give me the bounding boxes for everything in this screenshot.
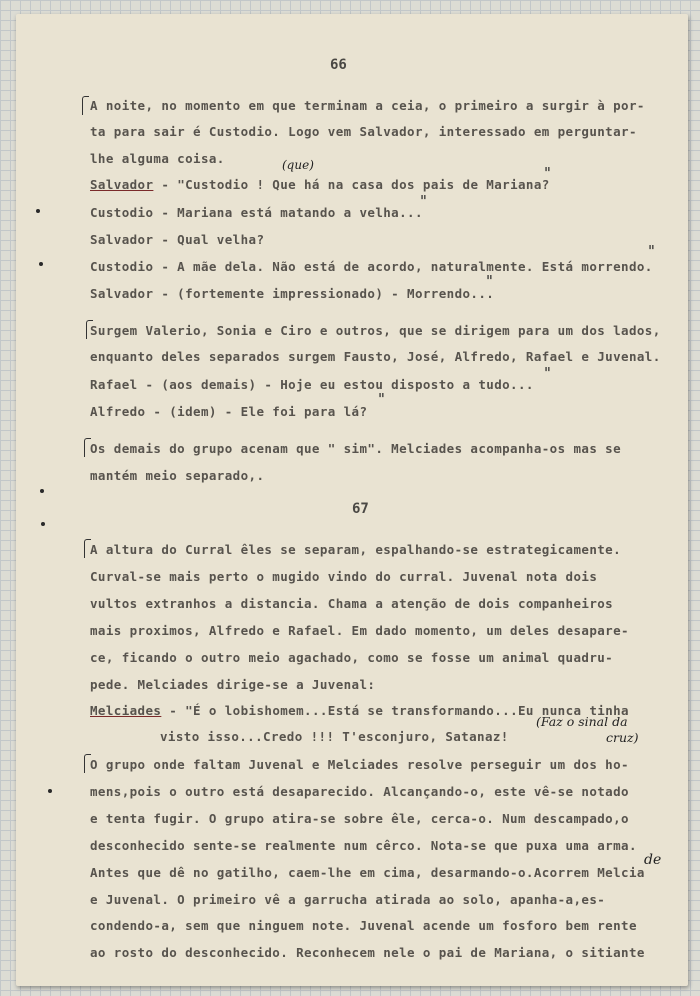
dialogue-line: Alfredo - (idem) - Ele foi para lá? bbox=[90, 404, 368, 419]
dialogue-line: visto isso...Credo !!! T'esconjuro, Satanaz! bbox=[160, 729, 509, 744]
text-line: ce, ficando o outro meio agachado, como se fosse um animal quadru- bbox=[90, 650, 614, 665]
text-line: desconhecido sente-se realmente num cêrco. Nota-se que puxa uma arma. bbox=[90, 838, 637, 853]
handwritten-quote: " bbox=[378, 390, 385, 408]
text-line: mens,pois o outro está desaparecido. Alcançando-o, este vê-se notado bbox=[90, 784, 629, 799]
text-line: Os demais do grupo acenam que " sim". Melciades acompanha-os mas se bbox=[90, 441, 622, 456]
handwritten-cross-note-2: cruz) bbox=[606, 730, 639, 745]
text-line: A altura do Curral êles se separam, espalhando-se estrategicamente. bbox=[90, 542, 622, 557]
handwritten-de-note: de bbox=[644, 852, 662, 868]
text-line: lhe alguma coisa. bbox=[90, 151, 225, 166]
speaker-salvador: Salvador bbox=[90, 177, 154, 192]
text-line: A noite, no momento em que terminam a ceia, o primeiro a surgir à por- bbox=[90, 98, 645, 113]
binder-hole bbox=[48, 789, 52, 793]
dialogue-line-salvador bbox=[90, 177, 550, 192]
text-line: e tenta fugir. O grupo atira-se sobre êle, cerca-o. Num descampado,o bbox=[90, 811, 629, 826]
speaker-melciades: Melciades bbox=[90, 703, 162, 718]
dialogue-line: Custodio - Mariana está matando a velha... bbox=[90, 205, 423, 220]
dialogue-line: Custodio - A mãe dela. Não está de acordo, naturalmente. Está morrendo. bbox=[90, 259, 653, 274]
handwritten-quote: " bbox=[486, 272, 493, 290]
text-line: Surgem Valerio, Sonia e Ciro e outros, que se dirigem para um dos lados, bbox=[90, 323, 661, 338]
text-line: enquanto deles separados surgem Fausto, José, Alfredo, Rafael e Juvenal. bbox=[90, 349, 661, 364]
text-line: Curval-se mais perto o mugido vindo do curral. Juvenal nota dois bbox=[90, 569, 598, 584]
text-line: e Juvenal. O primeiro vê a garrucha atirada ao solo, apanha-a,es- bbox=[90, 892, 606, 907]
text-line: ta para sair é Custodio. Logo vem Salvador, interessado em perguntar- bbox=[90, 124, 637, 139]
binder-hole bbox=[40, 489, 44, 493]
melciades-speech: - "É o lobishomem...Está se transformando...Eu nunca tinha bbox=[169, 703, 629, 718]
typewritten-page bbox=[16, 14, 688, 986]
text-line: vultos extranhos a distancia. Chama a atenção de dois companheiros bbox=[90, 596, 614, 611]
binder-hole bbox=[41, 522, 45, 526]
text-line: pede. Melciades dirige-se a Juvenal: bbox=[90, 677, 376, 692]
handwritten-quote: " bbox=[648, 242, 655, 260]
text-line: ao rosto do desconhecido. Reconhecem nele o pai de Mariana, o sitiante bbox=[90, 945, 645, 960]
page-number-66: 66 bbox=[330, 57, 347, 73]
text-line: mantém meio separado,. bbox=[90, 468, 265, 483]
dialogue-line: Salvador - Qual velha? bbox=[90, 232, 265, 247]
text-line: condendo-a, sem que ninguem note. Juvenal acende um fosforo bem rente bbox=[90, 918, 637, 933]
handwritten-cross-note: (Faz o sinal da bbox=[536, 714, 628, 729]
handwritten-quote: " bbox=[544, 164, 551, 182]
handwritten-quote: " bbox=[420, 192, 427, 210]
page-number-67: 67 bbox=[352, 501, 369, 517]
handwritten-que-note: (que) bbox=[282, 158, 314, 172]
binder-hole bbox=[39, 262, 43, 266]
dialogue-line: Salvador - (fortemente impressionado) - Morrendo... bbox=[90, 286, 495, 301]
text-line: Antes que dê no gatilho, caem-lhe em cima, desarmando-o.Acorrem Melcia bbox=[90, 865, 645, 880]
handwritten-quote: " bbox=[544, 364, 551, 382]
text-line: O grupo onde faltam Juvenal e Melciades resolve perseguir um dos ho- bbox=[90, 757, 629, 772]
salvador-speech: - "Custodio ! Que há na casa dos pais de Mariana? bbox=[161, 177, 550, 192]
dialogue-line: Rafael - (aos demais) - Hoje eu estou disposto a tudo... bbox=[90, 377, 534, 392]
text-line: mais proximos, Alfredo e Rafael. Em dado momento, um deles desapare- bbox=[90, 623, 629, 638]
binder-hole bbox=[36, 209, 40, 213]
margin-bracket bbox=[82, 96, 89, 115]
